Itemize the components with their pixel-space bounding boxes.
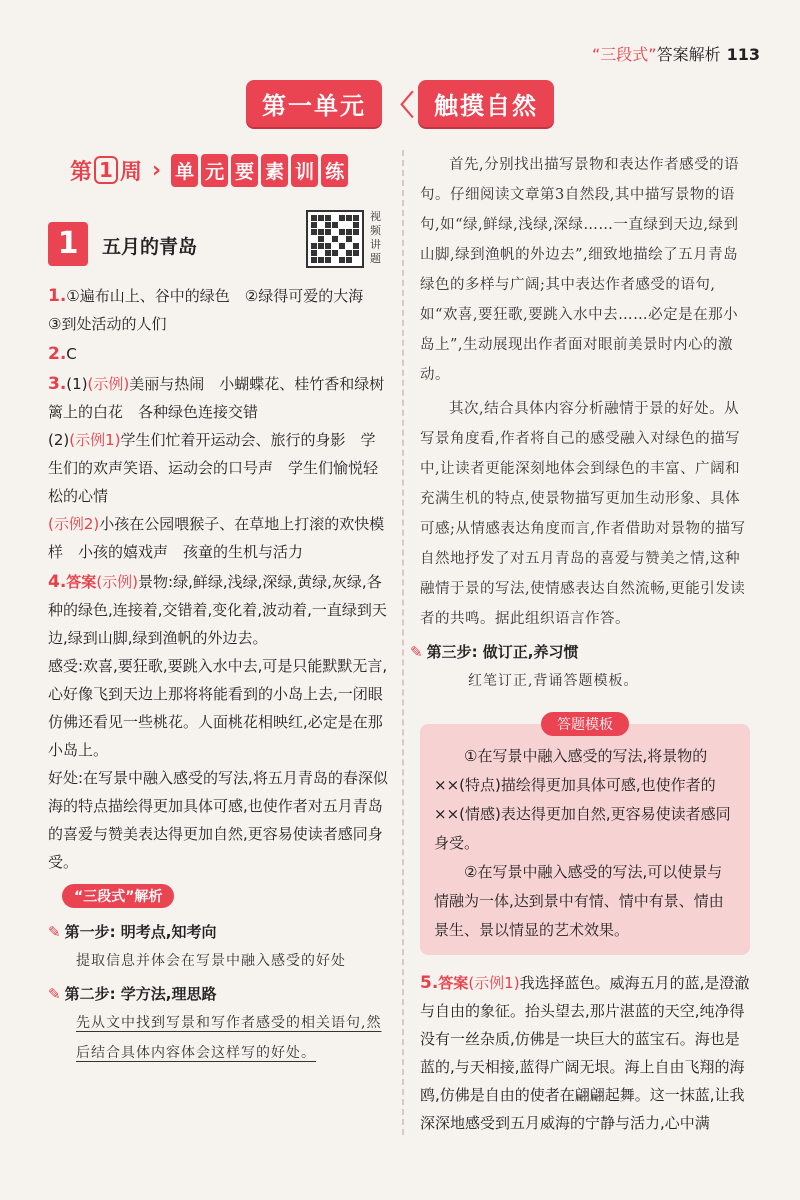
week-topic-char: 要 (231, 154, 258, 187)
question-5 (420, 969, 750, 1137)
page-number: 113 (726, 45, 760, 64)
answer-label: 答案 (438, 974, 469, 992)
answer-text: ①遍布山上、谷中的绿色 ②绿得可爱的大海 ③到处活动的人们 (48, 287, 379, 333)
left-column (48, 150, 390, 1068)
answer-text: 小孩在公园喂猴子、在草地上打滚的欢快模样 小孩的嬉戏声 孩童的生机与活力 (48, 515, 385, 561)
lesson-header (48, 210, 390, 280)
header-label: 答案解析 (656, 45, 721, 64)
page-header (592, 42, 760, 65)
week-topic-char: 练 (321, 154, 348, 187)
pencil-icon: ✎ (48, 923, 61, 941)
question-number: 5. (420, 973, 439, 993)
part-label: (2) (48, 431, 70, 449)
answer-label: 答案 (66, 573, 97, 591)
lesson-number: 1 (48, 222, 88, 266)
qr-code-icon[interactable] (306, 210, 364, 268)
example-label: (示例) (87, 375, 130, 393)
example-label: (示例1) (468, 974, 520, 992)
week-topic-char: 元 (201, 154, 228, 187)
question-number: 1. (48, 286, 67, 306)
lesson-title: 五月的青岛 (102, 236, 198, 258)
template-item: ②在写景中融入感受的写法,可以使景与情融为一体,达到景中有情、情中有景、情由景生、景以情显的艺术效果。 (434, 863, 724, 939)
unit-number: 第一单元 (246, 80, 382, 127)
step-title: 第一步: 明考点,知考向 (64, 923, 217, 941)
answer-text: C (66, 345, 77, 363)
question-number: 2. (48, 344, 67, 364)
week-topic (171, 154, 348, 187)
week-prefix: 第 (70, 159, 93, 185)
question-number: 4. (48, 572, 67, 592)
question-number: 3. (48, 374, 67, 394)
answer-text: 我选择蓝色。威海五月的蓝,是澄澈与自由的象征。抬头望去,那片湛蓝的天空,纯净得没有一丝杂质,仿佛是一块巨大的蓝宝石。海也是蓝的,与天相接,蓝得广阔无垠。海上自由飞翔的海鸥,仿佛是自由的使者在翩翩起舞。这一抹蓝,让我深深地感受到五月威海的宁静与活力,心中满 (420, 974, 750, 1132)
example-label: (示例) (96, 573, 139, 591)
answer-text: 学生们忙着开运动会、旅行的身影 学生们的欢声笑语、运动会的口号声 学生们愉悦轻松的心情 (48, 431, 379, 505)
chevron-right-icon: › (152, 157, 162, 183)
answer-text: 感受:欢喜,要狂歌,要跳入水中去,可是只能默默无言,心好像飞到天边上那将将能看到的小岛上去,一闭眼仿佛还看见一些桃花。人面桃花相映红,必定是在那小岛上。 (48, 657, 388, 759)
step-text: 红笔订正,背诵答题模板。 (468, 673, 639, 689)
analysis-tag: “三段式”解析 (62, 884, 174, 908)
week-suffix: 周 (120, 159, 143, 185)
column-divider (402, 150, 404, 1135)
answer-template-box (420, 717, 750, 955)
answer-text: 景物:绿,鲜绿,浅绿,深绿,黄绿,灰绿,各种的绿色,连接着,交错着,变化着,波动着,一直绿到天边,绿到山脚,绿到渔帆的外边去。 (48, 573, 387, 647)
answer-text: 美丽与热闹 小蝴蝶花、桂竹香和绿树篱上的白花 各种绿色连接交错 (48, 375, 385, 421)
unit-separator-icon: 〈 (385, 88, 414, 122)
right-column (410, 150, 750, 1137)
question-1 (48, 282, 390, 338)
week-bar (70, 150, 390, 190)
analysis-paragraph: 首先,分别找出描写景物和表达作者感受的语句。仔细阅读文章第3自然段,其中描写景物的语句,如“绿,鲜绿,浅绿,深绿……一直绿到天边,绿到山脚,绿到渔帆的外边去”,细致地描绘了五月青岛绿色的多样与广阔;其中表达作者感受的语句,如“欢喜,要狂歌,要跳入水中去……必定是在那小岛上”,生动展现出作者面对眼前美景时内心的激动。 (420, 157, 740, 383)
step-3 (410, 638, 750, 666)
template-title: 答题模板 (541, 712, 629, 736)
question-4 (48, 568, 390, 876)
pencil-icon: ✎ (48, 985, 61, 1003)
qr-label: 视频讲题 (370, 210, 381, 265)
step-1 (48, 918, 390, 946)
week-number: 1 (94, 156, 118, 184)
step-text: 先从文中找到写景和写作者感受的相关语句,然后结合具体内容体会这样写的好处。 (76, 1015, 382, 1061)
part-label: (1) (66, 375, 88, 393)
step-title: 第三步: 做订正,养习惯 (426, 643, 579, 661)
example-label: (示例2) (48, 515, 100, 533)
answer-text: 好处:在写景中融入感受的写法,将五月青岛的春深似海的特点描绘得更加具体可感,也使作者对五月青岛的喜爱与赞美表达得更加自然,更容易使读者感同身受。 (48, 769, 388, 871)
week-topic-char: 单 (171, 154, 198, 187)
week-topic-char: 素 (261, 154, 288, 187)
step-2 (48, 980, 390, 1008)
analysis-paragraph: 其次,结合具体内容分析融情于景的好处。从写景角度看,作者将自己的感受融入对绿色的描写中,让读者更能深刻地体会到绿色的丰富、广阔和充满生机的特点,使景物描写更加生动形象、具体可感;从情感表达角度而言,作者借助对景物的描写自然地抒发了对五月青岛的喜爱与赞美之情,这种融情于景的写法,使情感表达自然流畅,更能引发读者的共鸣。据此组织语言作答。 (420, 401, 746, 627)
week-topic-char: 训 (291, 154, 318, 187)
question-2 (48, 340, 390, 368)
unit-title: 触摸自然 (418, 80, 554, 127)
step-text: 提取信息并体会在写景中融入感受的好处 (76, 953, 346, 969)
pencil-icon: ✎ (410, 643, 423, 661)
step-title: 第二步: 学方法,理思路 (64, 985, 217, 1003)
template-item: ①在写景中融入感受的写法,将景物的××(特点)描绘得更加具体可感,也使作者的××(情感)表达得更加自然,更容易使读者感同身受。 (434, 747, 731, 852)
unit-banner (0, 80, 800, 127)
question-3 (48, 370, 390, 566)
example-label: (示例1) (69, 431, 121, 449)
header-tag: “三段式” (591, 45, 657, 64)
